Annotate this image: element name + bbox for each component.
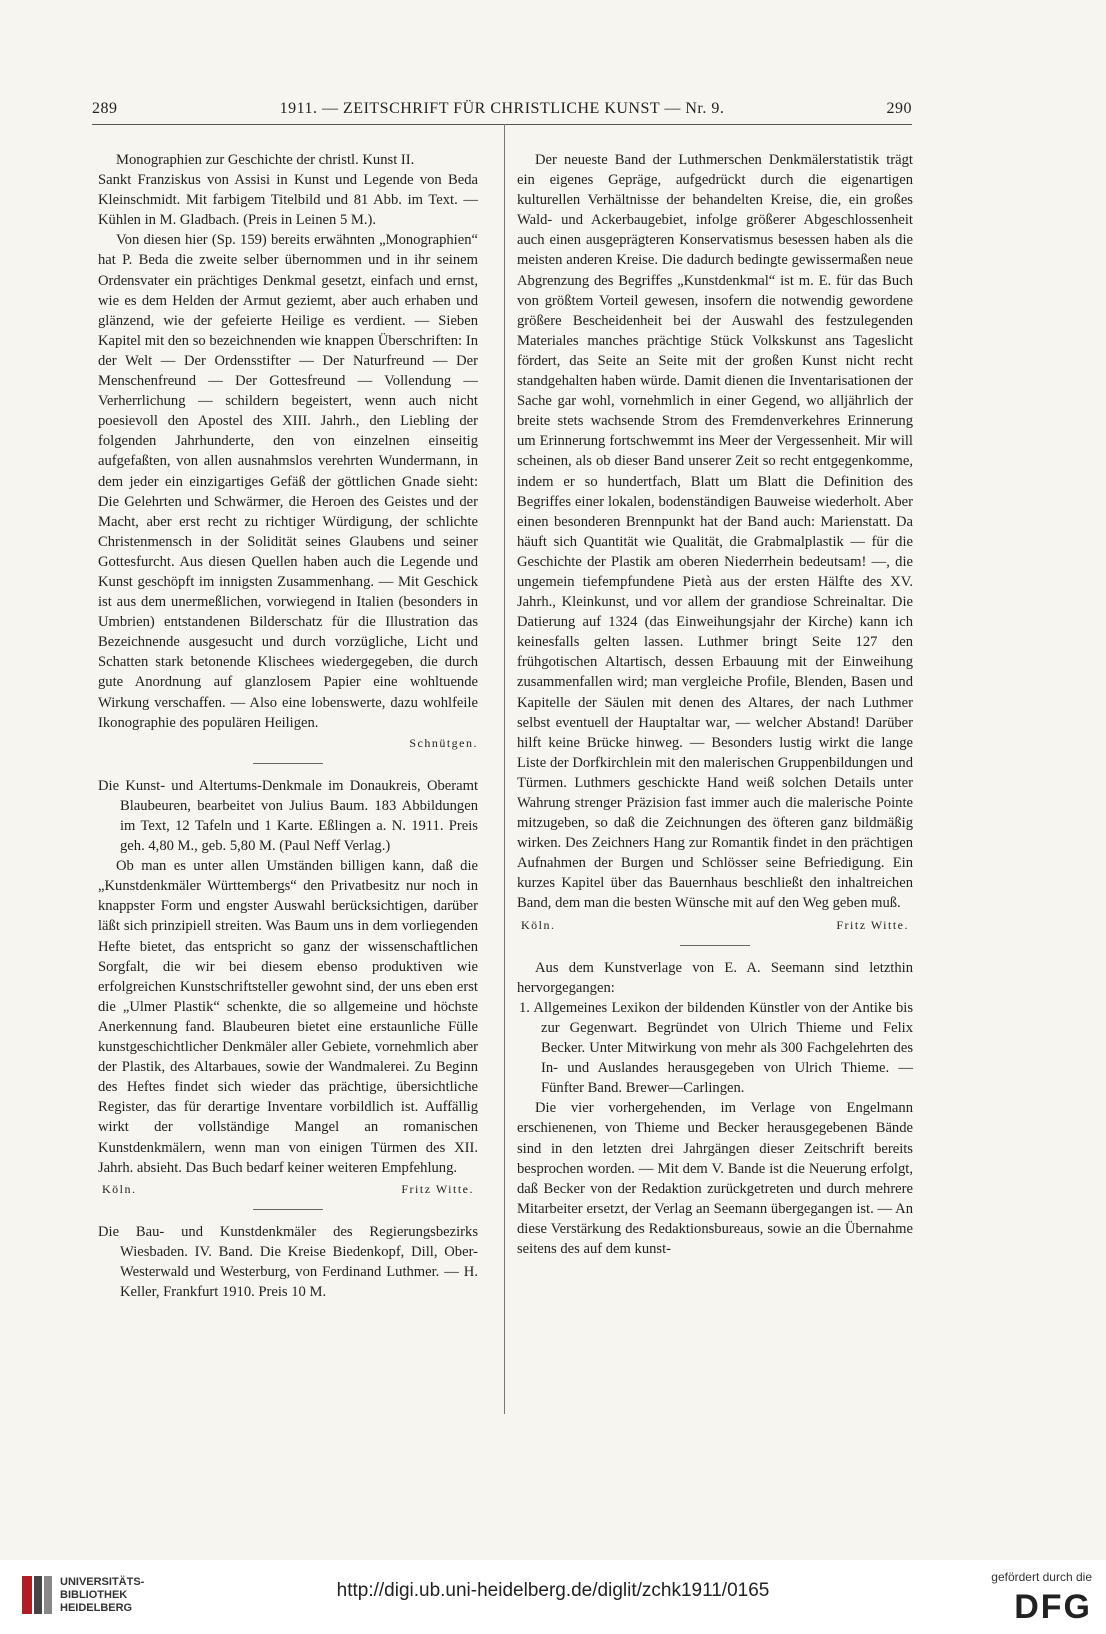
journal-title: 1911. — ZEITSCHRIFT FÜR CHRISTLICHE KUNST — Nr. 9. xyxy=(279,100,725,117)
page-number-left: 289 xyxy=(92,100,118,117)
review-2-title: Die Kunst- und Altertums-Denkmale im Donaukreis, Oberamt Blaubeuren, bearbeitet von Julius Baum. 183 Abbildungen im Text, 12 Tafeln und 1 Karte. Eßlingen a. N. 1911. Preis geh. 4,80 M., geb. 5,80 M. (Paul Neff Verlag.) xyxy=(98,777,478,855)
library-name-line: BIBLIOTHEK xyxy=(60,1589,128,1601)
list-item-body: Die vier vorhergehenden, im Verlage von Engelmann erschienenen, von Thieme und Becker herausgegebenen Bände sind in den letzten drei Jahrgängen dieser Zeitschrift bereits besprochen worden. — Mit dem V. Bande ist die Neuerung erfolgt, daß Becker von der Redaktion zurückgetreten und durch mehrere Mitarbeiter ersetzt, der Verlag an Seemann übergegangen ist. — An diese Verstärkung des Redaktionsbureaus, sowie an die Übernahme seitens des auf dem kunst- xyxy=(517,1100,913,1257)
review-1-signature: Schnütgen. xyxy=(409,735,478,750)
dfg-logo-icon: DFG xyxy=(1014,1588,1092,1626)
signature-place: Köln. xyxy=(102,1181,137,1196)
library-name-line: UNIVERSITÄTS- xyxy=(60,1576,145,1588)
review-1-series: Monographien zur Geschichte der christl. Kunst II. xyxy=(116,152,415,168)
page-number-right: 290 xyxy=(886,100,912,117)
review-2-signature xyxy=(98,1179,478,1199)
section-heading: Aus dem Kunstverlage von E. A. Seemann sind letzthin hervorgegangen: xyxy=(517,959,913,996)
right-column xyxy=(517,150,913,1259)
signature-place: Köln. xyxy=(521,917,556,932)
column-rule xyxy=(504,124,505,1414)
library-name-line: HEIDELBERG xyxy=(60,1602,133,1614)
separator xyxy=(680,945,750,946)
left-column xyxy=(98,150,478,1302)
review-1-title: Sankt Franziskus von Assisi in Kunst und Legende von Beda Kleinschmidt. Mit farbigem Titelbild und 81 Abb. im Text. — Kühlen in M. Gladbach. (Preis in Leinen 5 M.). xyxy=(98,172,478,229)
review-1-body: Von diesen hier (Sp. 159) bereits erwähnten „Monographien“ hat P. Beda die zweite selber übernommen und in ihr seinem Ordensvater ein prächtiges Denkmal gesetzt, einfach und ernst, wie es dem Helden der Armut geziemt, aber auch erhaben und glänzend, wie der gefeierte Heilige es verdient. — Sieben Kapitel mit den so bezeichnenden wie knappen Überschriften: In der Welt — Der Ordensstifter — Der Naturfreund — Der Menschenfreund — Der Gottesfreund — Vollendung — Verherrlichung — schildern begeistert, wenn auch nicht poesievoll den Apostel des XIII. Jahrh., den Liebling der folgenden Jahrhunderte, den von einzelnen einseitig aufgefaßten, von allen ausnahmslos verehrten Wundermann, in dem jeder ein einzigartiges Gefäß der göttlichen Gnade sieht: Die Gelehrten und Schwärmer, die Heroen des Geistes und der Macht, aber erst recht zu richtiger Würdigung, der schlichte Christenmensch in der Solidität seines Glaubens und seiner Gottesfurcht. Aus diesen Quellen haben auch die Legende und Kunst geschöpft im innigsten Zusammenhang. — Mit Geschick ist aus dem unermeßlichen, vorwiegend in Italien (besonders in Umbrien) entstandenen Bilderschatz für die Illustration das Bezeichnende ausgesucht und durch vorzügliche, Licht und Schatten stark betonende Klischees wiedergegeben, die durch gute Anordnung auf glanzlosem Papier eine wohltuende Wirkung verschaffen. — Also eine lobenswerte, dazu wohlfeile Ikonographie des populären Heiligen. xyxy=(98,232,478,731)
funding-note: gefördert durch die xyxy=(991,1570,1092,1584)
signature-name: Fritz Witte. xyxy=(401,1181,474,1196)
running-head xyxy=(92,100,912,124)
list-item: 1. Allgemeines Lexikon der bildenden Künstler von der Antike bis zur Gegenwart. Begründet von Ulrich Thieme und Felix Becker. Unter Mitwirkung von mehr als 300 Fachgelehrten des In- und Auslandes herausgegeben von Ulrich Thieme. — Fünfter Band. Brewer—Carlingen. xyxy=(519,999,913,1097)
review-2-body: Ob man es unter allen Umständen billigen kann, daß die „Kunstdenkmäler Württembergs“ den Privatbesitz nur noch in knappster Form und engster Auswahl berücksichtigen, darüber läßt sich prinzipiell streiten. Was Baum uns in dem vorliegenden Hefte bietet, das entspricht so ganz der wissenschaftlichen Sorgfalt, die wir bei diesem ebenso produktiven wie erfolgreichen Kunstschriftsteller gewohnt sind, der uns eben erst die „Ulmer Plastik“ schenkte, die so allgemeine und höchste Anerkennung fand. Blaubeuren bietet eine erstaunliche Fülle kunstgeschichtlicher Denkmäler aller Gebiete, vornehmlich aber der Plastik, des Altarbaues, sowie der Wandmalerei. Zu Beginn des Heftes findet sich wieder das prächtige, übersichtliche Register, das für derartige Inventare vorbildlich ist. Auffällig wirkt der vollständige Mangel an romanischen Kunstdenkmälern, wenn man von einigen Türmen des XII. Jahrh. absieht. Das Buch bedarf keiner weiteren Empfehlung. xyxy=(98,858,478,1176)
digitization-footer xyxy=(0,1560,1106,1634)
signature-name: Fritz Witte. xyxy=(836,917,909,932)
review-3-body: Der neueste Band der Luthmerschen Denkmälerstatistik trägt ein eigenes Gepräge, aufgedrückt durch die eigenartigen kulturellen Verhältnisse der behandelten Kreise, die, ein großes Wald- und Ackerbaugebiet, infolge größerer Abgeschlossenheit auch einen ausgeprägteren Konservatismus besessen haben als die meisten anderen Kreise. Die dadurch bedingte gewissermaßen neue Abgrenzung des Begriffes „Kunstdenkmal“ ist m. E. für das Buch von größtem Vorteil gewesen, insofern die notwendig gewordene größere Bescheidenheit bei der Auswahl des festzulegenden Materiales manches prächtige Stück Volkskunst ans Tageslicht fördert, das Seite an Seite mit der großen Kunst nicht recht standgehalten haben würde. Damit dienen die Inventarisationen der Sache gar wohl, vornehmlich in einer Gegend, wo alljährlich der breite stets wachsende Strom des Fremdenverkehres Erinnerung um Erinnerung fortschwemmt ins Meer der Vergessenheit. Mir will scheinen, als ob dieser Band unserer Zeit so recht entgegenkomme, indem er so hundertfach, Blatt um Blatt die Definition des Begriffes einer lokalen, bodenständigen Bauweise wiederholt. Aber einen besonderen Brennpunkt hat der Band auch: Marienstatt. Da häuft sich Quantität wie Qualität, die Grabmalplastik — für die Geschichte der Plastik am oberen Niederrhein bedeutsam! —, die ungemein tiefempfundene Pietà aus der ersten Hälfte des XV. Jahrh., Kleinkunst, und vor allem der grandiose Schreinaltar. Die Datierung auf 1324 (das Einweihungsjahr der Kirche) kann ich keinesfalls gelten lassen. Luthmer bringt Seite 127 den frühgotischen Altartisch, dessen Erbauung mit der Einweihung zusammenfallen wird; man vergleiche Profile, Blenden, Basen und Kapitelle der Säulen mit denen des Altares, der nach Luthmer selbst eventuell der Hauptaltar war, — welcher Abstand! Darüber hilft keine Brücke hinweg. — Besonders lustig wirkt die lange Liste der Dorfkirchlein mit den malerischen Gruppenbildungen und Türmen. Luthmers geschickte Hand weiß solchen Details unter Wahrung strenger Präzision fast immer auch die malerische Pointe mitzugeben, so daß die Zeichnungen des öfteren ganz bildmäßig wirken. Des Zeichners Hang zur Romantik findet in den prächtigen Aufnahmen der Burgen und Schlösser seine Befriedigung. Ein kurzes Kapitel über das Bauernhaus beschließt den inhaltreichen Band, dem man die besten Wünsche mit auf den Weg geben muß. xyxy=(517,152,913,912)
permalink-url[interactable]: http://digi.ub.uni-heidelberg.de/diglit/zchk1911/0165 xyxy=(336,1580,770,1601)
separator xyxy=(253,1209,323,1210)
review-3-signature xyxy=(517,915,913,935)
header-rule xyxy=(92,124,912,125)
review-3-title: Die Bau- und Kunstdenkmäler des Regierungsbezirks Wiesbaden. IV. Band. Die Kreise Biedenkopf, Dill, Ober-Westerwald und Westerburg, von Ferdinand Luthmer. — H. Keller, Frankfurt 1910. Preis 10 M. xyxy=(98,1223,478,1301)
separator xyxy=(253,763,323,764)
